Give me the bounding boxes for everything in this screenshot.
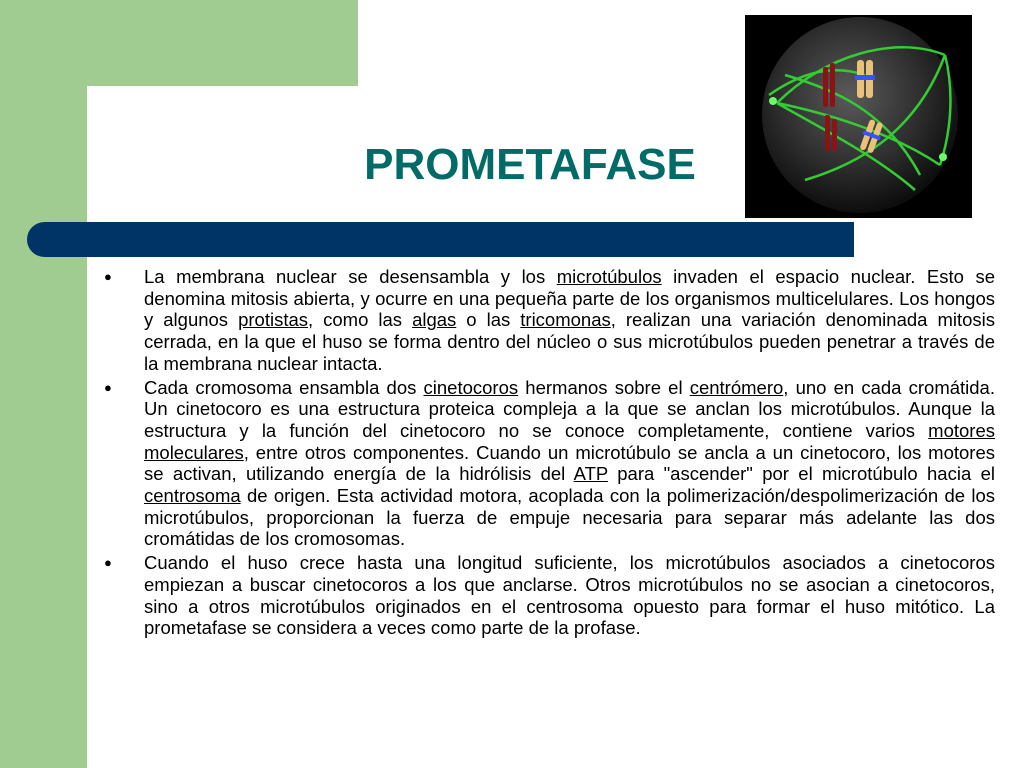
bullet-text: invaden el espacio nuclear. Esto se denomina mitosis abierta, y ocurre en una pequeña parte de los organismos multicelulares. Los hongos y algunos (144, 266, 995, 331)
cell-spindle-svg (745, 15, 972, 218)
term-link[interactable]: protistas (238, 309, 308, 331)
bullet-item (100, 552, 995, 639)
bullet-text: Cuando el huso crece hasta una longitud suficiente, los microtúbulos asociados a cinetocoros empiezan a buscar cinetocoros a los que anclarse. Otros microtúbulos no se asocian a cinetocoros, sino a otros microtúbulos originados en el centrosoma opuesto para formar el huso mitótico. La prometafase se considera a veces como parte de la profase. (144, 552, 995, 639)
cell-spindle-illustration (745, 15, 972, 218)
bullet-text: La membrana nuclear se desensambla y los (144, 266, 557, 287)
term-link[interactable]: algas (412, 309, 457, 331)
term-link[interactable]: centrómero (689, 376, 784, 398)
term-link[interactable]: centrosoma (144, 485, 241, 507)
term-link[interactable]: ATP (573, 463, 608, 485)
bullet-item (100, 266, 995, 375)
slide-title: PROMETAFASE (364, 140, 696, 189)
green-side-band (0, 0, 87, 768)
bullet-text: Cada cromosoma ensambla dos (144, 376, 424, 398)
cell-sphere (762, 17, 958, 213)
bullet-text: para "ascender" por el microtúbulo hacia el (607, 463, 995, 485)
bullet-text: , entre otros componentes. Cuando un microtúbulo se ancla a un cinetocoro, los motores se activan, utilizando energía de la hidrólisis del (144, 441, 995, 485)
bullet-text: , como las (308, 309, 413, 331)
bullet-text: o las (456, 309, 521, 331)
bullet-text: , uno en cada cromátida. Un cinetocoro es una estructura proteica compleja a la que se anclan los microtúbulos. Aunque la estructura y la función del cinetocoro no se conoce completamente, contiene varios (144, 376, 995, 441)
bullet-icon: ● (104, 555, 112, 571)
bullet-item (100, 377, 995, 551)
term-link[interactable]: tricomonas (520, 309, 611, 331)
bullet-list (100, 266, 995, 641)
bullet-icon: ● (104, 379, 112, 395)
bullet-text: hermanos sobre el (518, 376, 690, 398)
bullet-icon: ● (104, 269, 112, 284)
centrosome-left (769, 97, 777, 105)
term-link[interactable]: microtúbulos (556, 266, 662, 287)
term-link[interactable]: motores moleculares (144, 419, 995, 463)
title-underline-bar (27, 222, 854, 257)
bullet-text: , realizan una variación denominada mitosis cerrada, en la que el huso se forma dentro del núcleo o sus microtúbulos pueden penetrar a través de la membrana nuclear intacta. (144, 309, 996, 374)
term-link[interactable]: cinetocoros (423, 376, 519, 398)
bullet-text: de origen. Esta actividad motora, acoplada con la polimerización/despolimerización de los microtúbulos, proporcionan la fuerza de empuje necesaria para separar más adelante las dos cromátidas de los cromosomas. (144, 485, 995, 550)
centrosome-right (939, 153, 947, 161)
green-top-band (0, 0, 358, 86)
